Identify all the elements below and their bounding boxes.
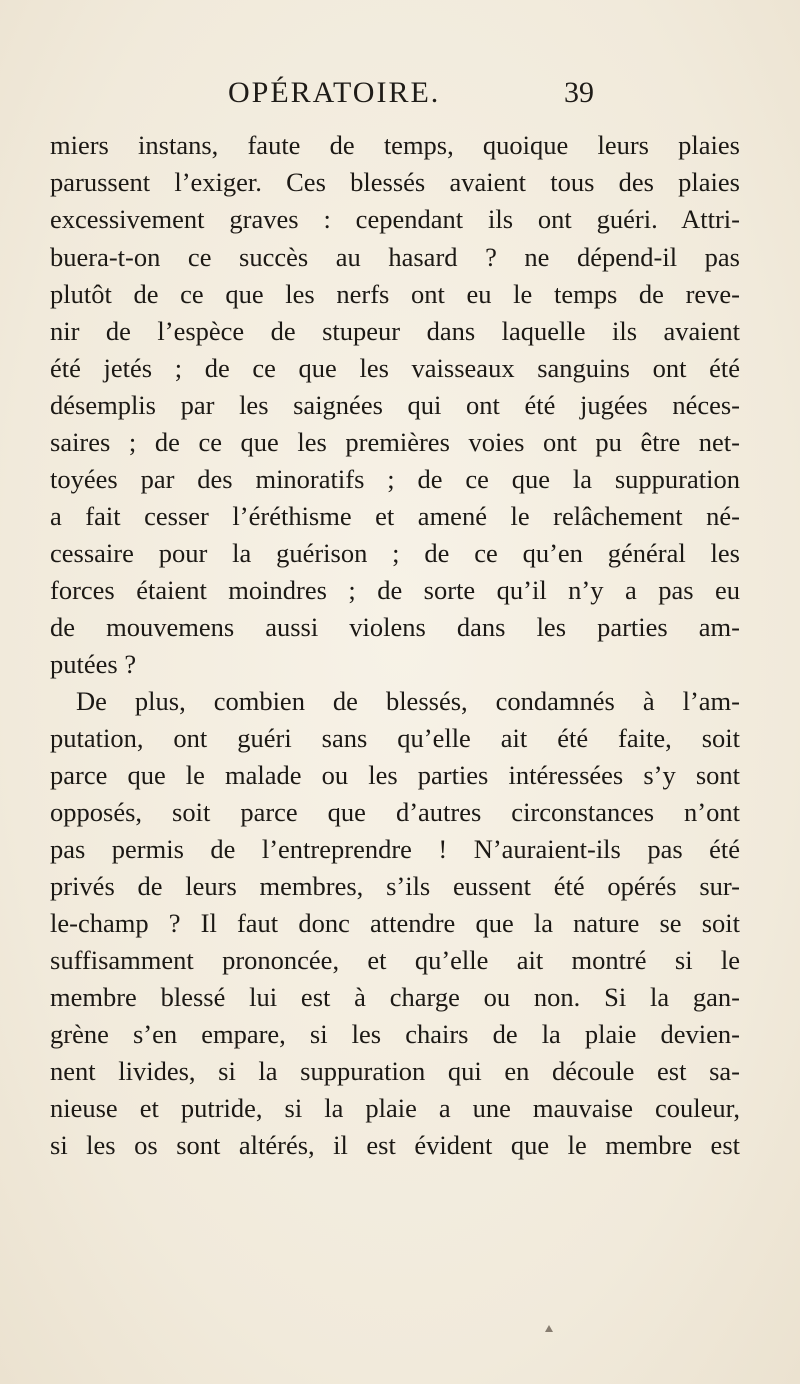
text-line: opposés, soit parce que d’autres circonstances n’ont xyxy=(50,797,740,827)
text-line: toyées par des minoratifs ; de ce que la suppuration xyxy=(50,464,740,494)
text-line: putées ? xyxy=(50,649,137,679)
text-line: excessivement graves : cependant ils ont guéri. Attri- xyxy=(50,204,740,234)
text-line: nieuse et putride, si la plaie a une mauvaise couleur, xyxy=(50,1093,740,1123)
text-line: parussent l’exiger. Ces blessés avaient tous des plaies xyxy=(50,167,740,197)
text-line: nent livides, si la suppuration qui en découle est sa- xyxy=(50,1056,740,1086)
text-line: privés de leurs membres, s’ils eussent été opérés sur- xyxy=(50,871,740,901)
running-title: OPÉRATOIRE. xyxy=(228,76,441,109)
text-line: miers instans, faute de temps, quoique leurs plaies xyxy=(50,130,740,160)
text-line: parce que le malade ou les parties intéressées s’y sont xyxy=(50,760,740,790)
text-line: grène s’en empare, si les chairs de la plaie devien- xyxy=(50,1019,740,1049)
text-line: a fait cesser l’éréthisme et amené le relâchement né- xyxy=(50,501,740,531)
text-line: si les os sont altérés, il est évident que le membre est xyxy=(50,1130,740,1160)
ink-speck xyxy=(545,1325,553,1332)
text-line: putation, ont guéri sans qu’elle ait été faite, soit xyxy=(50,723,740,753)
text-line: été jetés ; de ce que les vaisseaux sanguins ont été xyxy=(50,353,740,383)
text-line: de mouvemens aussi violens dans les parties am- xyxy=(50,612,740,642)
text-line: cessaire pour la guérison ; de ce qu’en général les xyxy=(50,538,740,568)
text-line: désemplis par les saignées qui ont été jugées néces- xyxy=(50,390,740,420)
paragraph-start-line: De plus, combien de blessés, condamnés à l’am- xyxy=(76,686,740,716)
text-line: nir de l’espèce de stupeur dans laquelle ils avaient xyxy=(50,316,740,346)
text-line: saires ; de ce que les premières voies ont pu être net- xyxy=(50,427,740,457)
text-line: buera-t-on ce succès au hasard ? ne dépend-il pas xyxy=(50,242,740,272)
page-number: 39 xyxy=(564,76,594,109)
text-line: pas permis de l’entreprendre ! N’auraient-ils pas été xyxy=(50,834,740,864)
text-line: forces étaient moindres ; de sorte qu’il n’y a pas eu xyxy=(50,575,740,605)
text-line: suffisamment prononcée, et qu’elle ait montré si le xyxy=(50,945,740,975)
text-line: membre blessé lui est à charge ou non. Si la gan- xyxy=(50,982,740,1012)
text-line: plutôt de ce que les nerfs ont eu le temps de reve- xyxy=(50,279,740,309)
text-line: le-champ ? Il faut donc attendre que la nature se soit xyxy=(50,908,740,938)
